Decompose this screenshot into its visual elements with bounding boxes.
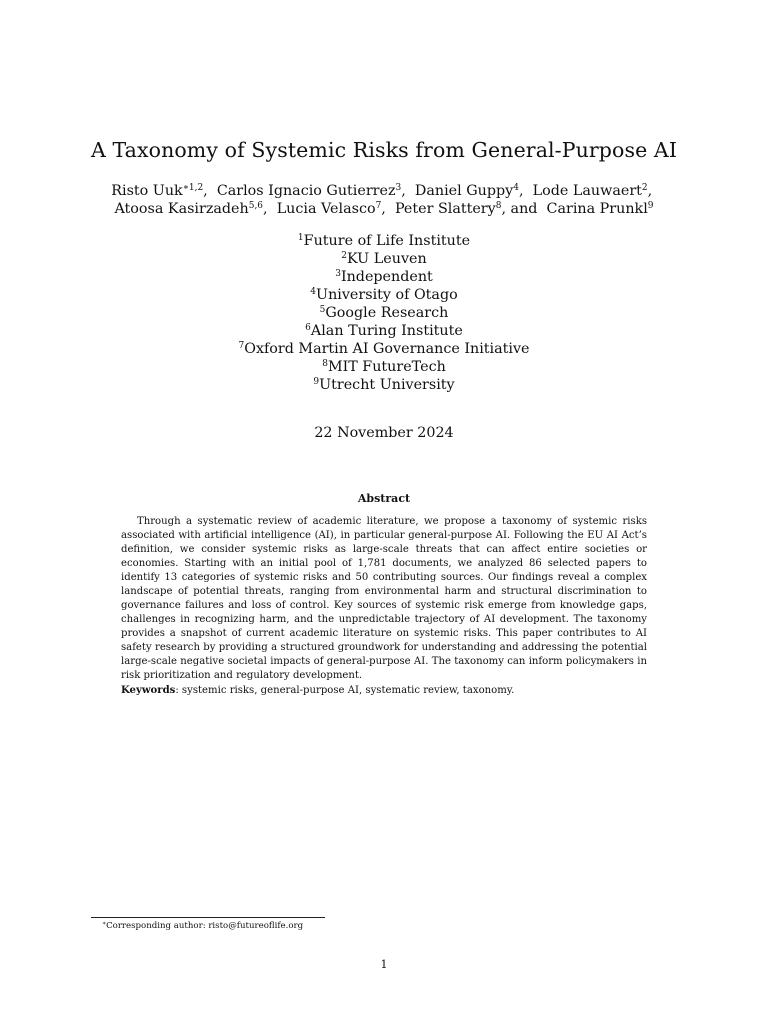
affiliation bbox=[0, 304, 768, 322]
affiliation-number: 9 bbox=[313, 377, 320, 387]
author-name: Carlos Ignacio Gutierrez bbox=[216, 183, 396, 199]
affiliation bbox=[0, 322, 768, 340]
author bbox=[277, 201, 391, 217]
affiliation-number: 1 bbox=[297, 233, 304, 243]
affiliation-number: 6 bbox=[305, 323, 311, 333]
author-separator: , bbox=[647, 183, 657, 199]
affiliation-name: Independent bbox=[340, 269, 433, 285]
affiliation bbox=[0, 340, 768, 358]
abstract-heading: Abstract bbox=[357, 492, 411, 505]
page-number: 1 bbox=[380, 958, 388, 971]
affiliation bbox=[0, 286, 768, 304]
author bbox=[217, 183, 411, 199]
author-name: Risto Uuk bbox=[111, 183, 183, 199]
author-affiliation-sup: 5,6 bbox=[248, 201, 264, 211]
author-affiliation-sup: 3 bbox=[395, 183, 402, 193]
affiliation-name: MIT FutureTech bbox=[327, 359, 446, 375]
footnote-text: Corresponding author: risto@futureoflife.org bbox=[106, 921, 304, 931]
affiliation-name: Future of Life Institute bbox=[303, 233, 471, 249]
affiliation-name: Utrecht University bbox=[319, 377, 455, 393]
author bbox=[415, 183, 528, 199]
footnote-rule bbox=[91, 917, 325, 918]
affiliation-number: 2 bbox=[341, 251, 348, 261]
author-separator: , bbox=[381, 201, 391, 217]
author-separator: , bbox=[263, 201, 273, 217]
author-name: Lode Lauwaert bbox=[532, 183, 642, 199]
author-affiliation-sup: ∗1,2 bbox=[182, 183, 204, 193]
affiliation-number: 8 bbox=[322, 359, 328, 369]
keywords-text: : systemic risks, general-purpose AI, systematic review, taxonomy. bbox=[175, 685, 515, 696]
affiliation-name: Google Research bbox=[325, 305, 449, 321]
affiliation bbox=[0, 250, 768, 268]
author-separator: , bbox=[203, 183, 213, 199]
affiliation bbox=[0, 358, 768, 376]
footnote-mark: ∗ bbox=[102, 920, 107, 927]
author-name: Atoosa Kasirzadeh bbox=[114, 201, 249, 217]
author bbox=[111, 183, 212, 199]
author-affiliation-sup: 2 bbox=[641, 183, 648, 193]
footnote bbox=[102, 921, 303, 932]
author-separator: , bbox=[401, 183, 411, 199]
affiliation-name: KU Leuven bbox=[347, 251, 427, 267]
author-affiliation-sup: 7 bbox=[375, 201, 382, 211]
author-affiliation-sup: 9 bbox=[647, 201, 654, 211]
author bbox=[114, 201, 272, 217]
affiliation-number: 4 bbox=[310, 287, 317, 297]
affiliation-name: Oxford Martin AI Governance Initiative bbox=[244, 341, 530, 357]
affiliation-number: 3 bbox=[335, 269, 341, 279]
author-separator: , bbox=[518, 183, 529, 199]
affiliation bbox=[0, 232, 768, 250]
affiliation-number: 5 bbox=[319, 305, 326, 315]
affiliation-name: Alan Turing Institute bbox=[310, 323, 463, 339]
author-name: Peter Slattery bbox=[394, 201, 496, 217]
affiliation-name: University of Otago bbox=[316, 287, 458, 303]
author-name: Lucia Velasco bbox=[276, 201, 376, 217]
author bbox=[547, 201, 654, 217]
author-name: Daniel Guppy bbox=[414, 183, 514, 199]
affiliation bbox=[0, 268, 768, 286]
author-name: Carina Prunkl bbox=[546, 201, 648, 217]
keywords-line bbox=[121, 684, 647, 698]
author-list bbox=[110, 182, 658, 218]
keywords-label: Keywords bbox=[121, 685, 176, 696]
publication-date: 22 November 2024 bbox=[314, 425, 454, 441]
affiliation bbox=[0, 376, 768, 394]
affiliation-list bbox=[0, 232, 768, 394]
author-affiliation-sup: 4 bbox=[513, 183, 519, 193]
paper-title: A Taxonomy of Systemic Risks from General-Purpose AI bbox=[90, 138, 678, 162]
author-separator: , and bbox=[501, 201, 542, 217]
affiliation-number: 7 bbox=[238, 341, 245, 351]
author bbox=[533, 183, 657, 199]
abstract-text: Through a systematic review of academic literature, we propose a taxonomy of systemic risks associated with artificial intelligence (AI), in particular general-purpose AI. Following the EU AI Act’s definition, we consider systemic risks as large-scale threats that can affect entire societies or economies. Starting with an initial pool of 1,781 documents, we analyzed 86 selected papers to identify 13 categories of systemic risks and 50 contributing sources. Our findings reveal a complex landscape of potential threats, ranging from environmental harm and structural discrimination to governance failures and loss of control. Key sources of systemic risk emerge from knowledge gaps, challenges in recognizing harm, and the unpredictable trajectory of AI development. The taxonomy provides a snapshot of current academic literature on systemic risks. This paper contributes to AI safety research by providing a structured groundwork for understanding and addressing the potential large-scale negative societal impacts of general-purpose AI. The taxonomy can inform policymakers in risk prioritization and regulatory development. bbox=[121, 516, 647, 681]
author bbox=[395, 201, 542, 217]
author-affiliation-sup: 8 bbox=[495, 201, 502, 211]
